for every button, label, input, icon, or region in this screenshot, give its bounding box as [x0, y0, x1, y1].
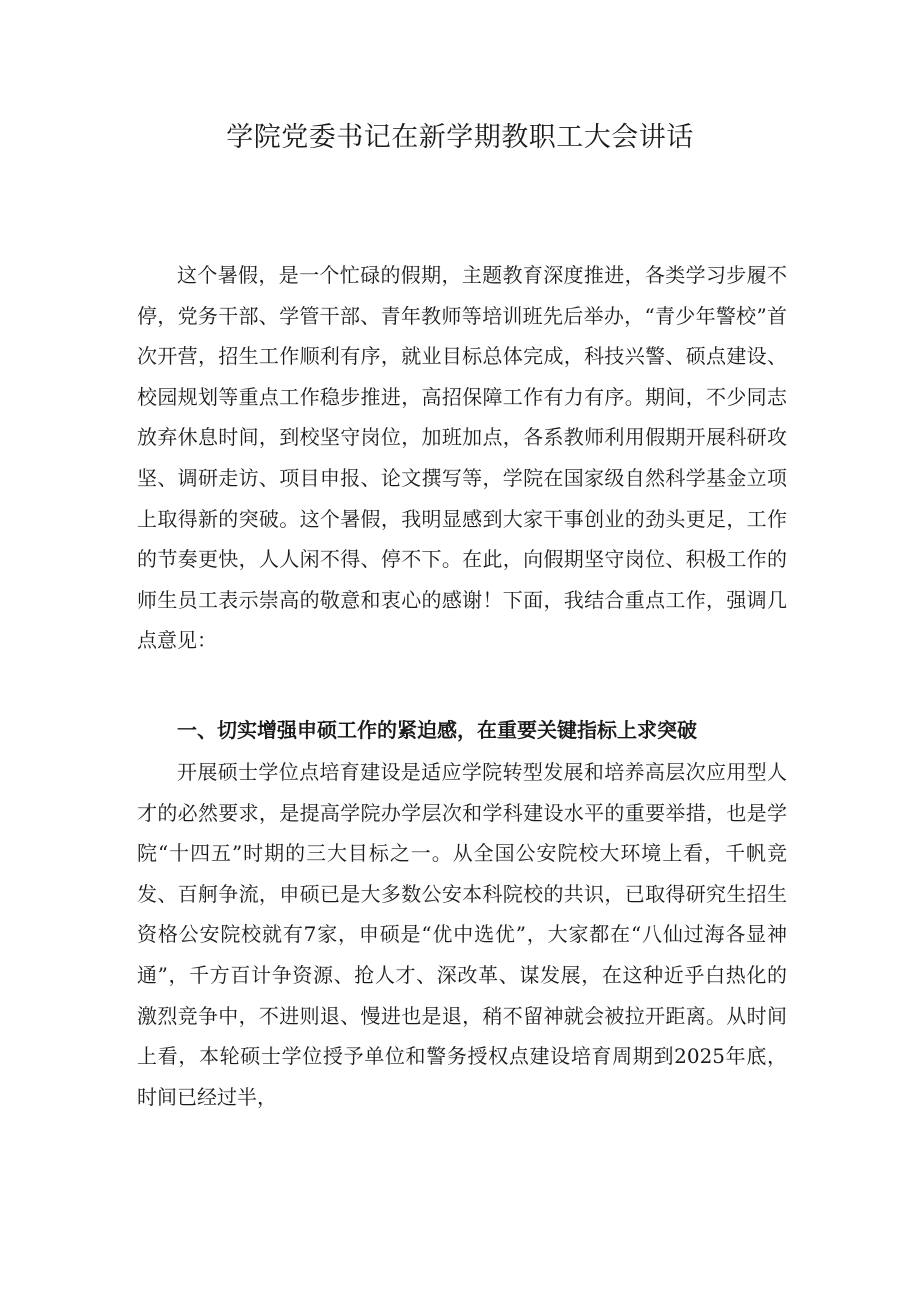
body-paragraph-1: 这个暑假，是一个忙碌的假期，主题教育深度推进，各类学习步履不停，党务干部、学管干部、青年教师等培训班先后举办，“青少年警校”首次开营，招生工作顺利有序，就业目标总体完成，科技兴警、硕点建设、校园规划等重点工作稳步推进，高招保障工作有力有序。期间，不少同志放弃休息时间，到校坚守岗位，加班加点，各系教师利用假期开展科研攻坚、调研走访、项目申报、论文撰写等，学院在国家级自然科学基金立项上取得新的突破。这个暑假，我明显感到大家干事创业的劲头更足，工作的节奏更快，人人闲不得、停不下。在此，向假期坚守岗位、积极工作的师生员工表示崇高的敬意和衷心的感谢！下面，我结合重点工作，强调几点意见：	[137, 263, 787, 653]
document-title: 学院党委书记在新学期教职工大会讲话	[226, 122, 694, 153]
section-1-heading: 一、切实增强申硕工作的紧迫感，在重要关键指标上求突破	[177, 718, 697, 742]
body-paragraph-2: 开展硕士学位点培育建设是适应学院转型发展和培养高层次应用型人才的必然要求，是提高学院办学层次和学科建设水平的重要举措，也是学院“十四五”时期的三大目标之一。从全国公安院校大环境上看，千帆竞发、百舸争流，申硕已是大多数公安本科院校的共识，已取得研究生招生资格公安院校就有7家，申硕是“优中选优”，大家都在“八仙过海各显神通”，千方百计争资源、抢人才、深改革、谋发展，在这种近乎白热化的激烈竞争中，不进则退、慢进也是退，稍不留神就会被拉开距离。从时间上看，本轮硕士学位授予单位和警务授权点建设培育周期到2025年底，时间已经过半，	[137, 760, 787, 1109]
